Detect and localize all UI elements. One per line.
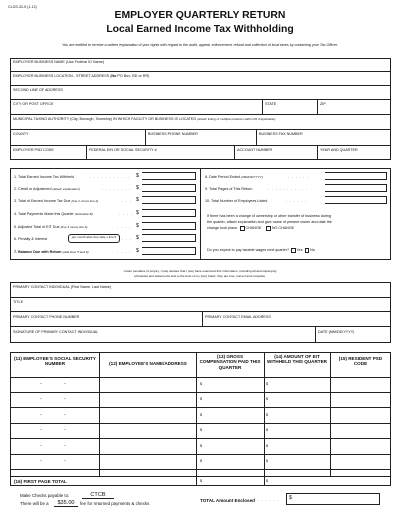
- address-label-no: No: [111, 74, 117, 78]
- total-gross-dollar: $: [200, 479, 203, 483]
- line-6-rate-box[interactable]: [68, 234, 120, 243]
- col-header-name: (12) EMPLOYEE'S NAME/ADDRESS: [109, 361, 187, 366]
- line-8-dots: . . . . . .: [288, 174, 310, 179]
- line-6-label: 6. Penalty & Interest: [14, 237, 48, 241]
- table-row[interactable]: – – $ $: [40, 427, 269, 432]
- eit-dollar: $: [266, 397, 269, 401]
- account-number-field[interactable]: ACCOUNT NUMBER: [237, 148, 273, 152]
- table-row[interactable]: – – $ $: [40, 396, 269, 401]
- contact-name-field[interactable]: PRIMARY CONTACT INDIVIDUAL (First Name, Last Name): [13, 285, 112, 289]
- form-code: CLGS-32-5 (1-12): [8, 5, 37, 9]
- line-6-input[interactable]: [142, 234, 196, 242]
- taxing-authority-field[interactable]: [13, 117, 275, 121]
- line-7-note: (Add lines 5 and 6): [62, 250, 89, 254]
- line-2-dollar: $: [136, 185, 139, 191]
- line-2-dots: . . . . . . . .: [102, 186, 131, 191]
- line-7-label: [14, 250, 89, 254]
- line-6-dollar: $: [136, 235, 139, 241]
- zip-field[interactable]: ZIP: [320, 102, 326, 106]
- line-2-label: [14, 187, 80, 191]
- line-5-input[interactable]: [142, 222, 196, 230]
- line-5-label: [14, 225, 87, 229]
- business-name-field[interactable]: EMPLOYER BUSINESS NAME (Use Federal ID Name): [13, 60, 104, 64]
- line-7-label-text: 7. Balance Due with Return: [14, 250, 62, 254]
- line-9-dots: . . . . . . . . . . .: [268, 186, 309, 191]
- line-3-label-text: 3. Total of Earned Income Tax Due: [14, 199, 71, 203]
- declaration-text-1: Under penalties of perjury, I (we) declare that I (we) have examined this information, including all accompanying: [123, 269, 277, 273]
- line-4-note: (Schedule B): [74, 212, 93, 216]
- line-6-note: per month after due date x line 5: [71, 234, 117, 239]
- line-4-input[interactable]: [142, 209, 196, 217]
- fee-prefix: There will be a: [20, 501, 49, 506]
- declaration-text-2: schedules and statements and to the best of my (our) belief, they are true, correct and complete.: [134, 274, 266, 278]
- line-10-input[interactable]: [325, 196, 387, 204]
- line-3-dots: . . .: [122, 198, 132, 203]
- line-8-label-text: 8. Date Period Ended: [205, 175, 241, 179]
- line-5-note: (line 3 minus line 4): [60, 225, 88, 229]
- state-field[interactable]: STATE: [265, 102, 277, 106]
- ownership-text-1: If there has been a change of ownership or other transfer of business during: [207, 214, 332, 218]
- col-header-psd: (15) RESIDENT PSD CODE: [338, 356, 383, 367]
- line-8-label: [205, 175, 263, 179]
- gross-dollar: $: [200, 428, 203, 432]
- line-10-label: 10. Total Number of Employees Listed: [205, 199, 268, 203]
- total-eit-dollar: $: [266, 479, 269, 483]
- table-row[interactable]: – – $ $: [40, 381, 269, 386]
- line-3-label: [14, 199, 98, 203]
- total-enclosed-input[interactable]: [286, 493, 380, 505]
- signature-date-field[interactable]: DATE (MM/DD/YYYY): [318, 330, 355, 334]
- table-row[interactable]: – – $ $: [40, 443, 269, 448]
- no-label: No: [310, 248, 315, 253]
- contact-phone-field[interactable]: PRIMARY CONTACT PHONE NUMBER: [13, 315, 80, 319]
- line-4-label: [14, 212, 93, 216]
- gross-dollar: $: [200, 397, 203, 401]
- address-label-suffix: PO Box, RD or RR): [116, 74, 150, 78]
- col-header-ssn: (11) EMPLOYEE'S SOCIAL SECURITY NUMBER: [14, 356, 96, 367]
- line-8-note: (MM/DD/YYYY): [241, 175, 263, 179]
- change-label: CHANGE: [245, 226, 262, 231]
- line-7-input[interactable]: [142, 247, 196, 255]
- yes-label: Yes: [296, 248, 303, 253]
- payable-to-value: CTCB: [82, 492, 114, 499]
- line-1-dots: . . . . . . . . . . .: [90, 174, 131, 179]
- total-enclosed-label: TOTAL Amount Enclosed: [200, 498, 255, 503]
- line-9-label: 9. Total Pages of This Return: [205, 187, 253, 191]
- address-line2-field[interactable]: SECOND LINE OF ADDRESS: [13, 88, 63, 92]
- line-5-dots: . . . .: [117, 224, 131, 229]
- gross-dollar: $: [200, 459, 203, 463]
- line-4-dollar: $: [136, 210, 139, 216]
- gross-dollar: $: [200, 413, 203, 417]
- line-6-dots: . . .: [122, 236, 132, 241]
- table-row[interactable]: – – $ $: [40, 458, 269, 463]
- eit-dollar: $: [266, 413, 269, 417]
- line-3-input[interactable]: [142, 196, 196, 204]
- line-5-label-text: 5. Adjusted Total of EIT Due: [14, 225, 60, 229]
- change-checkbox[interactable]: [240, 226, 245, 231]
- fee-suffix: fee for returned payments & checks: [80, 501, 150, 506]
- line-10-dots: . . . . . .: [286, 198, 308, 203]
- eit-dollar: $: [266, 444, 269, 448]
- next-quarter-text: Do you expect to pay taxable wages next quarter?: [207, 248, 289, 253]
- form-subtitle: Local Earned Income Tax Withholding: [106, 24, 294, 35]
- total-enclosed-dollar: $: [289, 495, 292, 501]
- business-phone-field[interactable]: BUSINESS PHONE NUMBER: [148, 132, 198, 136]
- eit-dollar: $: [266, 382, 269, 386]
- no-change-label: NO CHANGE: [271, 226, 295, 231]
- line-1-dollar: $: [136, 173, 139, 179]
- first-page-total-label: (16) FIRST PAGE TOTAL: [14, 479, 67, 484]
- yes-checkbox[interactable]: [291, 248, 296, 253]
- ownership-options: [207, 226, 294, 231]
- gross-dollar: $: [200, 444, 203, 448]
- line-3-dollar: $: [136, 197, 139, 203]
- col-header-gross: (13) GROSS COMPENSATION PAID THIS QUARTER: [199, 354, 261, 370]
- eit-dollar: $: [266, 459, 269, 463]
- ownership-text-2: the quarter, attach explanation and give name of present owner and date the: [207, 220, 332, 224]
- line-4-dots: . . . .: [119, 211, 133, 216]
- payable-to-label: Make Checks payable to:: [20, 493, 70, 498]
- table-row[interactable]: – – $ $: [40, 412, 269, 417]
- fee-value: $35.00: [54, 500, 78, 507]
- line-8-input[interactable]: [325, 172, 387, 180]
- rights-notice: You are entitled to receive a written explanation of your rights with regard to the audit, appeal, enforcement, refund and collection of local taxes by contacting your Tax Officer.: [61, 43, 338, 47]
- line-2-input[interactable]: [142, 184, 196, 192]
- line-5-dollar: $: [136, 223, 139, 229]
- form-title: EMPLOYER QUARTERLY RETURN: [114, 10, 286, 21]
- line-7-dots: . . . .: [117, 249, 131, 254]
- signature-field[interactable]: SIGNATURE OF PRIMARY CONTACT INDIVIDUAL: [13, 330, 99, 334]
- county-field[interactable]: COUNTY: [13, 132, 29, 136]
- taxing-authority-label: MUNICIPAL TAXING AUTHORITY (City, Borough, Township) IN WHICH FACILITY OR BUSINESS IS LOCATED: [13, 117, 197, 121]
- psd-code-field[interactable]: EMPLOYER PSD CODE: [13, 148, 54, 152]
- line-1-input[interactable]: [142, 172, 196, 180]
- line-9-input[interactable]: [325, 184, 387, 192]
- line-2-note: (attach explanation): [52, 187, 80, 191]
- line-1-label: 1. Total Earned Income Tax Withheld: [14, 175, 74, 179]
- no-change-checkbox[interactable]: [266, 226, 271, 231]
- address-label-prefix: EMPLOYER BUSINESS LOCATION - STREET ADDRESS (: [13, 74, 112, 78]
- next-quarter-question: [207, 248, 315, 253]
- no-checkbox[interactable]: [305, 248, 310, 253]
- business-address-field[interactable]: [13, 74, 149, 78]
- line-4-label-text: 4. Total Payments Made this Quarter: [14, 212, 74, 216]
- total-enclosed-dots: . . . . . .: [258, 497, 280, 502]
- year-quarter-field[interactable]: YEAR AND QUARTER: [320, 148, 358, 152]
- ownership-text-3: change took place.: [207, 226, 238, 231]
- line-7-dollar: $: [136, 248, 139, 254]
- contact-title-field[interactable]: TITLE: [13, 300, 24, 304]
- col-header-eit: (14) AMOUNT OF EIT WITHHELD THIS QUARTER: [267, 354, 327, 365]
- ein-field[interactable]: FEDERAL EIN OR SOCIAL SECURITY #: [89, 148, 157, 152]
- contact-email-field[interactable]: PRIMARY CONTACT EMAIL ADDRESS: [205, 315, 271, 319]
- line-2-label-text: 2. Credit or Adjustment: [14, 187, 52, 191]
- city-field[interactable]: CITY OR POST OFFICE: [13, 102, 54, 106]
- business-fax-field[interactable]: BUSINESS FAX NUMBER: [259, 132, 303, 136]
- gross-dollar: $: [200, 382, 203, 386]
- eit-dollar: $: [266, 428, 269, 432]
- line-3-note: (line 1 minus line 2): [71, 199, 99, 203]
- taxing-authority-note: (Attach listing of multiple locations within PA if applicable): [197, 117, 276, 121]
